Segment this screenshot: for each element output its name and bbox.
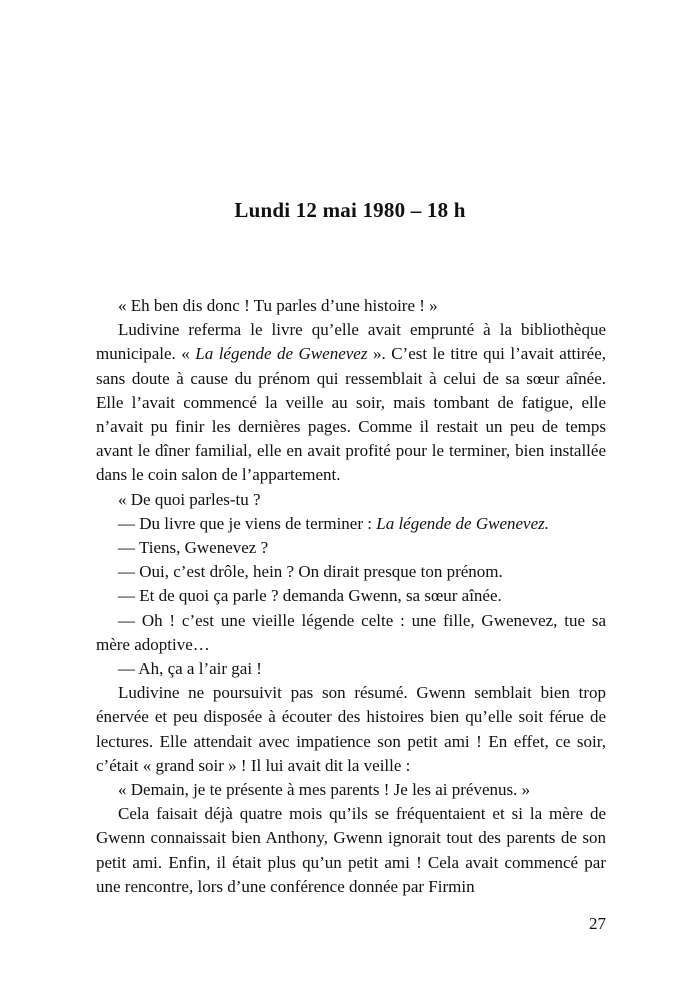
paragraph: — Oh ! c’est une vieille légende celte : une fille, Gwenevez, tue sa mère adoptive… xyxy=(96,610,606,654)
paragraph: — Ah, ça a l’air gai ! xyxy=(118,659,262,679)
paragraph: — Tiens, Gwenevez ? xyxy=(118,538,269,558)
paragraph-text: Ludivine referma le livre qu’elle avait emprunté à la bibliothèque municipale. « xyxy=(96,320,606,364)
paragraph: « Demain, je te présente à mes parents ! Je les ai prévenus. » xyxy=(118,780,531,800)
paragraph xyxy=(96,512,606,536)
paragraph: Cela faisait déjà quatre mois qu’ils se fréquentaient et si la mère de Gwenn connaissait bien Anthony, Gwenn ignorait tout des parents de son petit ami. Enfin, il était plus qu’un petit ami ! Cela avait commencé par une rencontre, lors d’une conférence donnée par Firmin xyxy=(96,804,606,896)
paragraph: — Oui, c’est drôle, hein ? On dirait presque ton prénom. xyxy=(118,562,503,582)
paragraph-text: — Du livre que je viens de terminer : xyxy=(118,513,377,533)
paragraph xyxy=(96,318,606,487)
paragraph: « Eh ben dis donc ! Tu parles d’une histoire ! » xyxy=(118,296,438,315)
page-number: 27 xyxy=(589,914,606,933)
book-title-italic: La légende de Gwenevez. xyxy=(376,513,550,533)
book-title-italic: La légende de Gwenevez xyxy=(195,344,368,364)
paragraph: — Et de quoi ça parle ? demanda Gwenn, sa sœur aînée. xyxy=(118,586,502,606)
paragraph: Ludivine ne poursuivit pas son résumé. Gwenn semblait bien trop énervée et peu disposée à écouter des histoires bien qu’elle soit férue de lectures. Elle attendait avec impatience son petit ami ! En effet, ce soir, c’était « grand soir » ! Il lui avait dit la veille : xyxy=(96,683,606,775)
chapter-title: Lundi 12 mai 1980 – 18 h xyxy=(234,198,466,222)
paragraph: « De quoi parles-tu ? xyxy=(118,489,261,509)
paragraph-text: ». C’est le titre qui l’avait attirée, sans doute à cause du prénom qui ressemblait à celui de sa sœur aînée. Elle l’avait commencé la veille au soir, mais tombant de fatigue, elle n’avait pu finir les dernières pages. Comme il restait un peu de temps avant le dîner familial, elle en avait profité pour le terminer, bien installée dans le coin salon de l’appartement. xyxy=(96,344,607,485)
body-text xyxy=(96,294,606,899)
